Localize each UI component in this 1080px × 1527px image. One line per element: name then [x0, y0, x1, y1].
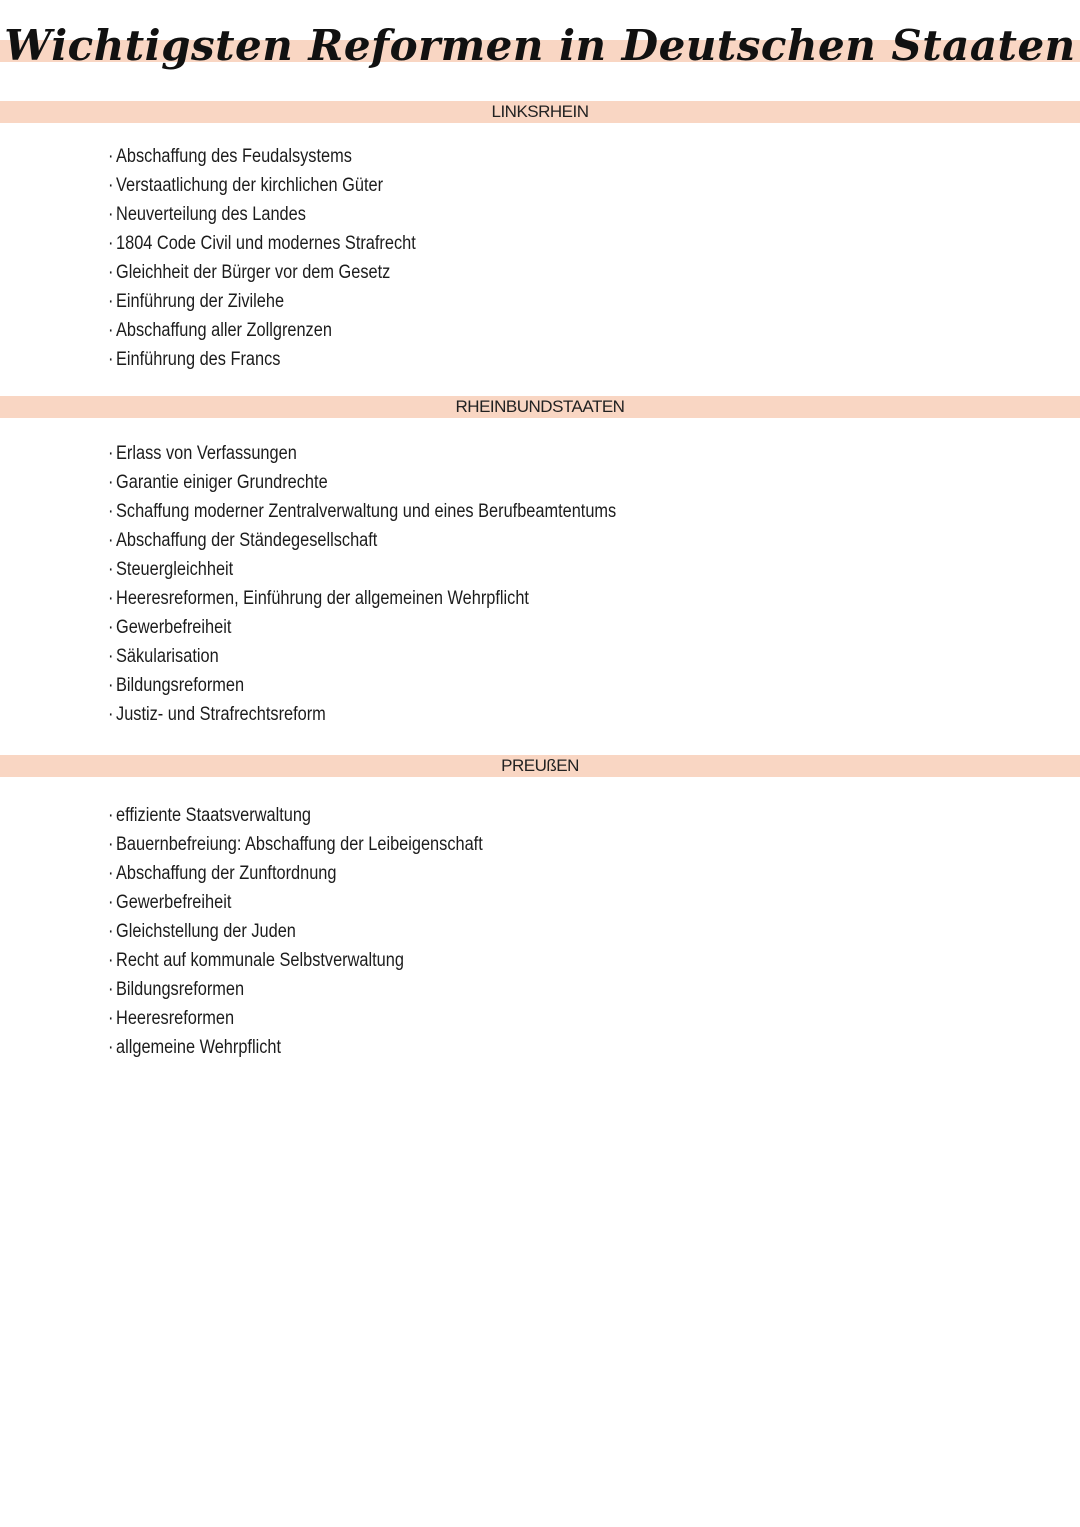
reform-list-rheinbundstaaten	[108, 439, 699, 729]
list-item: · Abschaffung des Feudalsystems	[108, 142, 416, 171]
list-item: · Steuergleichheit	[108, 555, 616, 584]
list-item: · Gleichstellung der Juden	[108, 917, 483, 946]
list-item: · Säkularisation	[108, 642, 616, 671]
list-item: · Recht auf kommunale Selbstverwaltung	[108, 946, 483, 975]
list-item: · Neuverteilung des Landes	[108, 200, 416, 229]
list-item: · Gewerbefreiheit	[108, 888, 483, 917]
list-item: · Erlass von Verfassungen	[108, 439, 616, 468]
list-item: · Verstaatlichung der kirchlichen Güter	[108, 171, 416, 200]
reform-list-preussen	[108, 801, 544, 1062]
list-item: · Garantie einiger Grundrechte	[108, 468, 616, 497]
list-item: · Schaffung moderner Zentralverwaltung und eines Berufbeamtentums	[108, 497, 616, 526]
list-item: · Gleichheit der Bürger vor dem Gesetz	[108, 258, 416, 287]
list-item: · Bauernbefreiung: Abschaffung der Leibeigenschaft	[108, 830, 483, 859]
reform-list-linksrhein	[108, 142, 466, 374]
list-item: · allgemeine Wehrpflicht	[108, 1033, 483, 1062]
list-item: · Einführung des Francs	[108, 345, 416, 374]
list-item: · Bildungsreformen	[108, 975, 483, 1004]
list-item: · Abschaffung aller Zollgrenzen	[108, 316, 416, 345]
page-title: Wichtigsten Reformen in Deutschen Staaten	[4, 21, 1076, 70]
section-heading-rheinbundstaaten: RHEINBUNDSTAATEN	[455, 397, 625, 416]
list-item: · 1804 Code Civil und modernes Strafrecht	[108, 229, 416, 258]
list-item: · Heeresreformen	[108, 1004, 483, 1033]
list-item: · Heeresreformen, Einführung der allgemeinen Wehrpflicht	[108, 584, 616, 613]
list-item: · Abschaffung der Ständegesellschaft	[108, 526, 616, 555]
list-item: · Justiz- und Strafrechtsreform	[108, 700, 616, 729]
section-heading-linksrhein: LINKSRHEIN	[491, 102, 589, 121]
list-item: · Abschaffung der Zunftordnung	[108, 859, 483, 888]
section-heading-preussen: PREUßEN	[501, 756, 579, 775]
list-item: · Bildungsreformen	[108, 671, 616, 700]
list-item: · Einführung der Zivilehe	[108, 287, 416, 316]
list-item: · effiziente Staatsverwaltung	[108, 801, 483, 830]
list-item: · Gewerbefreiheit	[108, 613, 616, 642]
